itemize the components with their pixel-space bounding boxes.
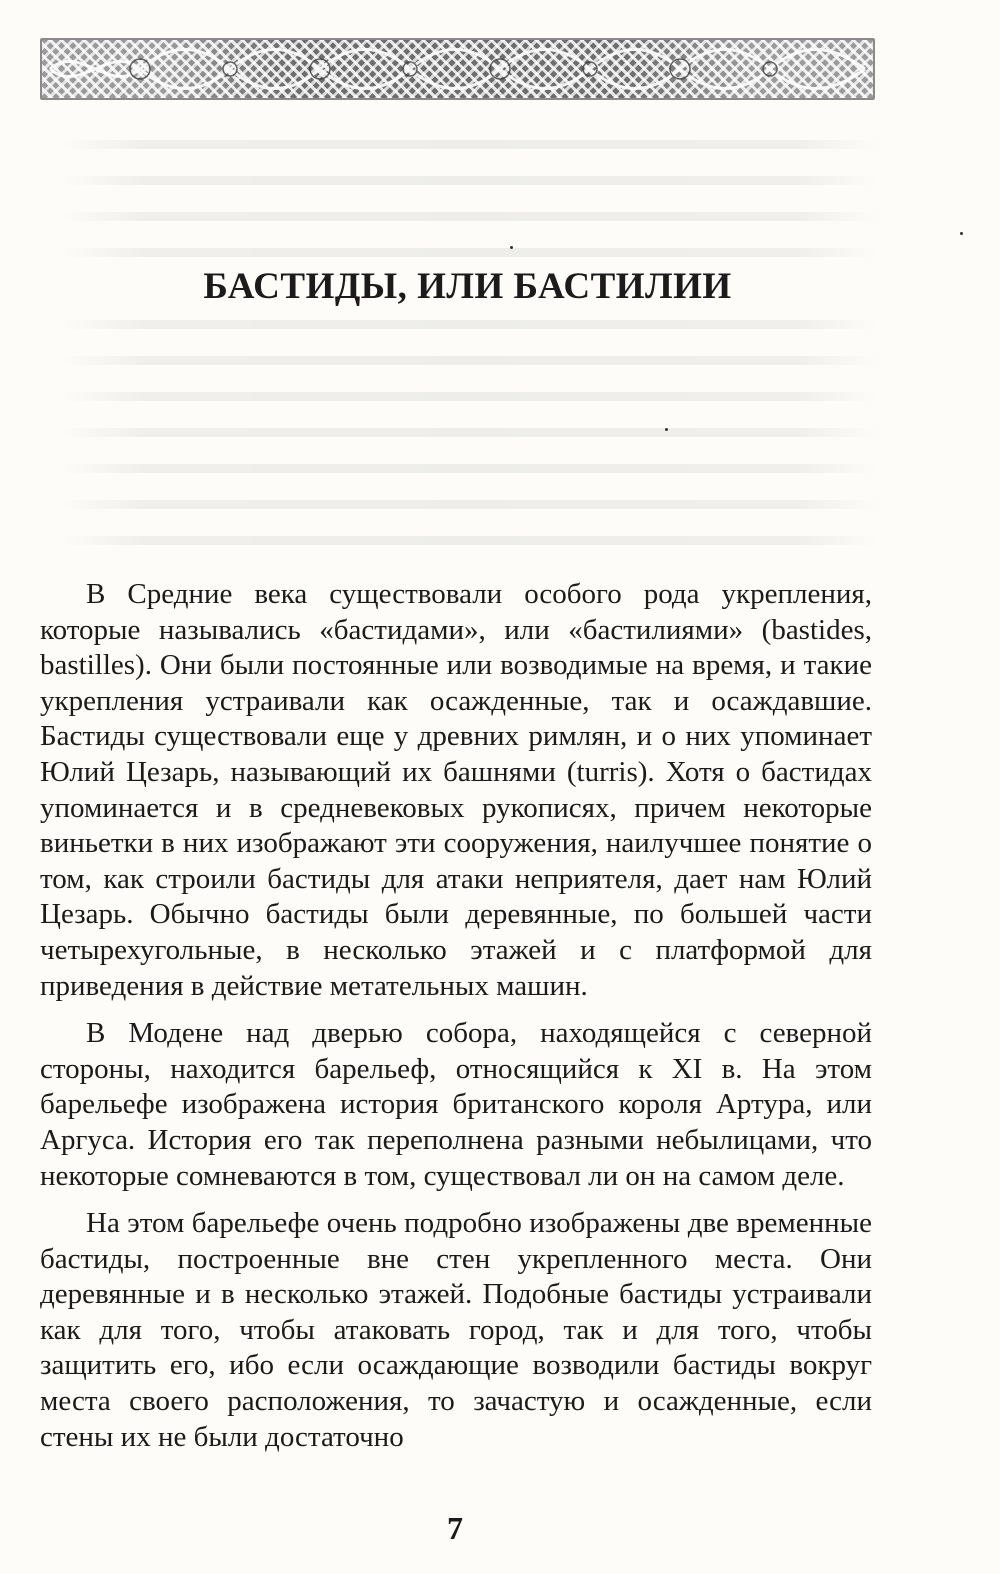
show-through-line [60, 428, 880, 437]
chapter-title: БАСТИДЫ, ИЛИ БАСТИЛИИ [203, 266, 732, 307]
show-through-line [60, 212, 880, 221]
show-through-line [60, 320, 880, 329]
celtic-knot-ornament-icon [40, 38, 875, 100]
show-through-line [60, 500, 880, 509]
show-through-line [60, 140, 880, 149]
show-through-line [60, 356, 880, 365]
show-through-line [60, 464, 880, 473]
print-speck [510, 246, 513, 249]
decorative-ornament-band [40, 38, 875, 100]
print-speck [665, 428, 668, 431]
show-through-line [60, 176, 880, 185]
show-through-line [60, 536, 880, 545]
print-speck [960, 232, 963, 235]
body-text [40, 577, 872, 1467]
paragraph: В Модене над дверью собора, находящейся с северной стороны, находится барельеф, относящийся к XI в. На этом барельефе изображена история британского короля Артура, или Аргуса. История его так переполнена разными небылицами, что некоторые сомневаются в том, существовал ли он на самом деле. [40, 1017, 872, 1192]
paragraph: В Средние века существовали особого рода укрепления, которые назывались «бастидами», или «бастилиями» (bastides, bastilles). Они были постоянные или возводимые на время, и такие укрепления устраивали как осажденные, так и осаждавшие. Бастиды существовали еще у древних римлян, и о них упоминает Юлий Цезарь, называющий их башнями (turris). Хотя о бастидах упоминается и в средневековых рукописях, причем некоторые виньетки в них изображают эти сооружения, наилучшее понятие о том, как строили бастиды для атаки неприятеля, дает нам Юлий Цезарь. Обычно бастиды были деревянные, по большей части четырехугольные, в несколько этажей и с платформой для приведения в действие метательных машин. [40, 578, 872, 1002]
show-through-line [60, 392, 880, 401]
show-through-line [60, 248, 880, 257]
paragraph: На этом барельефе очень подробно изображены две временные бастиды, построенные вне стен укрепленного места. Они деревянные и в несколько этажей. Подобные бастиды устраивали как для того, чтобы атаковать город, так и для того, чтобы защитить его, ибо если осаждающие возводили бастиды вокруг места своего расположения, то зачастую и осажденные, если стены их не были достаточно [40, 1207, 872, 1453]
page-number: 7 [447, 1510, 463, 1546]
